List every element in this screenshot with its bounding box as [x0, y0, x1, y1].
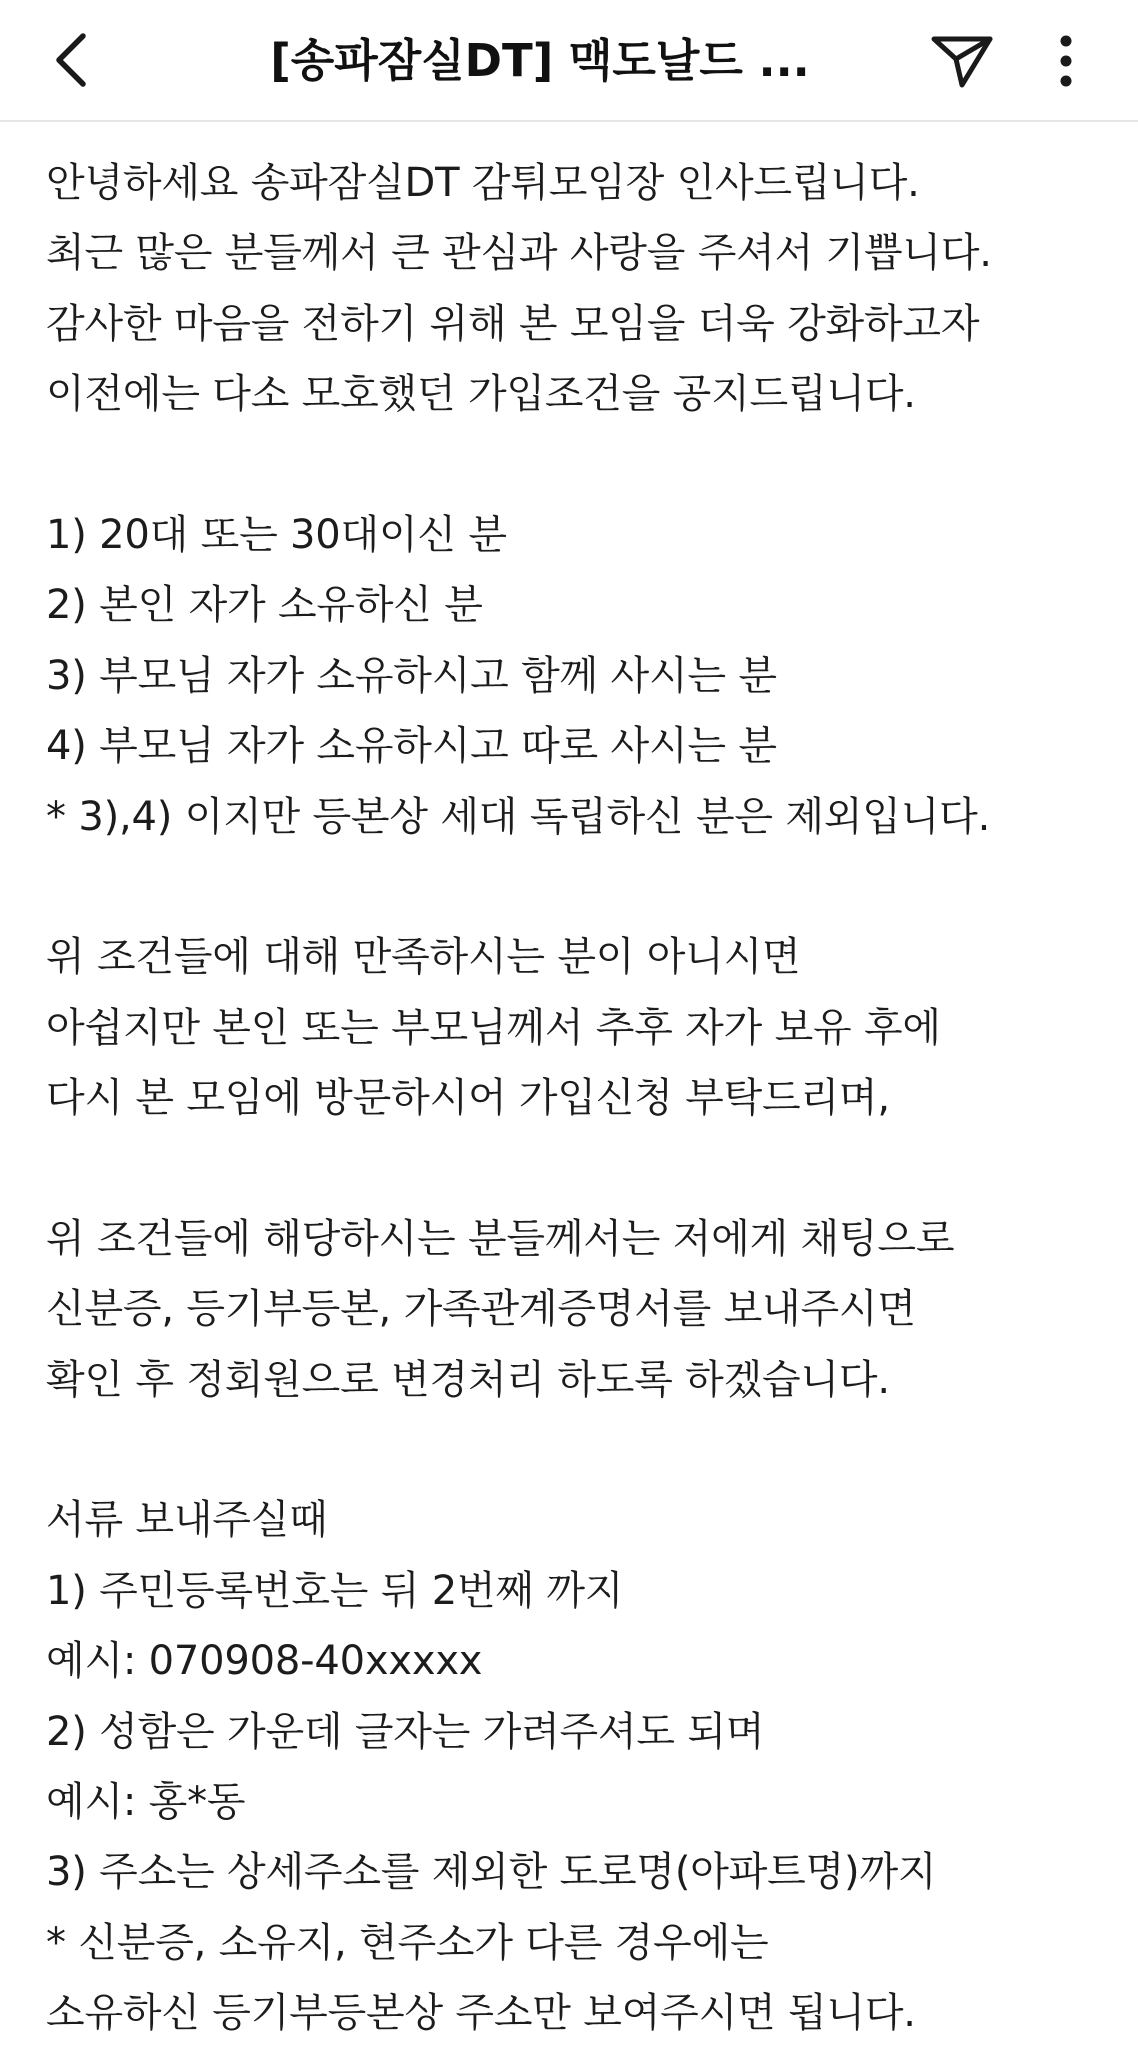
post-line: * 신분증, 소유지, 현주소가 다른 경우에는: [46, 1919, 769, 1966]
post-line: 소유하신 등기부등본상 주소만 보여주시면 됩니다.: [46, 1990, 916, 2037]
send-icon: [930, 33, 994, 89]
post-line: 다시 본 모임에 방문하시어 가입신청 부탁드리며,: [46, 1075, 890, 1122]
more-options-button[interactable]: [1034, 22, 1098, 100]
post-line: 위 조건들에 대해 만족하시는 분이 아니시면: [46, 934, 801, 981]
post-line: 3) 주소는 상세주소를 제외한 도로명(아파트명)까지: [46, 1849, 937, 1896]
post-line: [46, 1415, 1106, 1485]
post-line: 1) 20대 또는 30대이신 분: [46, 511, 507, 558]
page-title: [송파잠실DT] 맥도날드 ...: [270, 34, 810, 87]
post-line: 예시: 홍*동: [46, 1778, 246, 1825]
post-line: 2) 본인 자가 소유하신 분: [46, 582, 483, 629]
post-line: 예시: 070908-40xxxxx: [46, 1638, 483, 1685]
post-line: 이전에는 다소 모호했던 가입조건을 공지드립니다.: [46, 371, 916, 418]
back-button[interactable]: [36, 22, 106, 98]
post-line: 4) 부모님 자가 소유하시고 따로 사시는 분: [46, 723, 777, 770]
post-line: * 3),4) 이지만 등본상 세대 독립하신 분은 제외입니다.: [46, 793, 991, 840]
post-line: 최근 많은 분들께서 큰 관심과 사랑을 주셔서 기쁩니다.: [46, 230, 992, 277]
post-line: [46, 430, 1106, 500]
top-app-bar: [0, 0, 1138, 122]
post-line: 감사한 마음을 전하기 위해 본 모임을 더욱 강화하고자: [46, 300, 980, 347]
share-button[interactable]: [920, 22, 1004, 100]
chevron-left-icon: [51, 30, 91, 90]
post-line: 아쉽지만 본인 또는 부모님께서 추후 자가 보유 후에: [46, 1004, 941, 1051]
post-line: 2) 성함은 가운데 글자는 가려주셔도 되며: [46, 1708, 765, 1755]
post-line: 확인 후 정회원으로 변경처리 하도록 하겠습니다.: [46, 1356, 890, 1403]
post-line: 안녕하세요 송파잠실DT 감튀모임장 인사드립니다.: [46, 160, 920, 206]
post-line: 위 조건들에 해당하시는 분들께서는 저에게 채팅으로: [46, 1215, 955, 1262]
more-vertical-icon: [1058, 33, 1074, 89]
post-line: [46, 1133, 1106, 1203]
post-body: [46, 148, 1106, 2049]
post-line: 3) 부모님 자가 소유하시고 함께 사시는 분: [46, 652, 777, 699]
post-line: [46, 852, 1106, 922]
post-line: 서류 보내주실때: [46, 1497, 328, 1544]
post-line: 신분증, 등기부등본, 가족관계증명서를 보내주시면: [46, 1286, 916, 1333]
post-line: 1) 주민등록번호는 뒤 2번째 까지: [46, 1567, 624, 1614]
